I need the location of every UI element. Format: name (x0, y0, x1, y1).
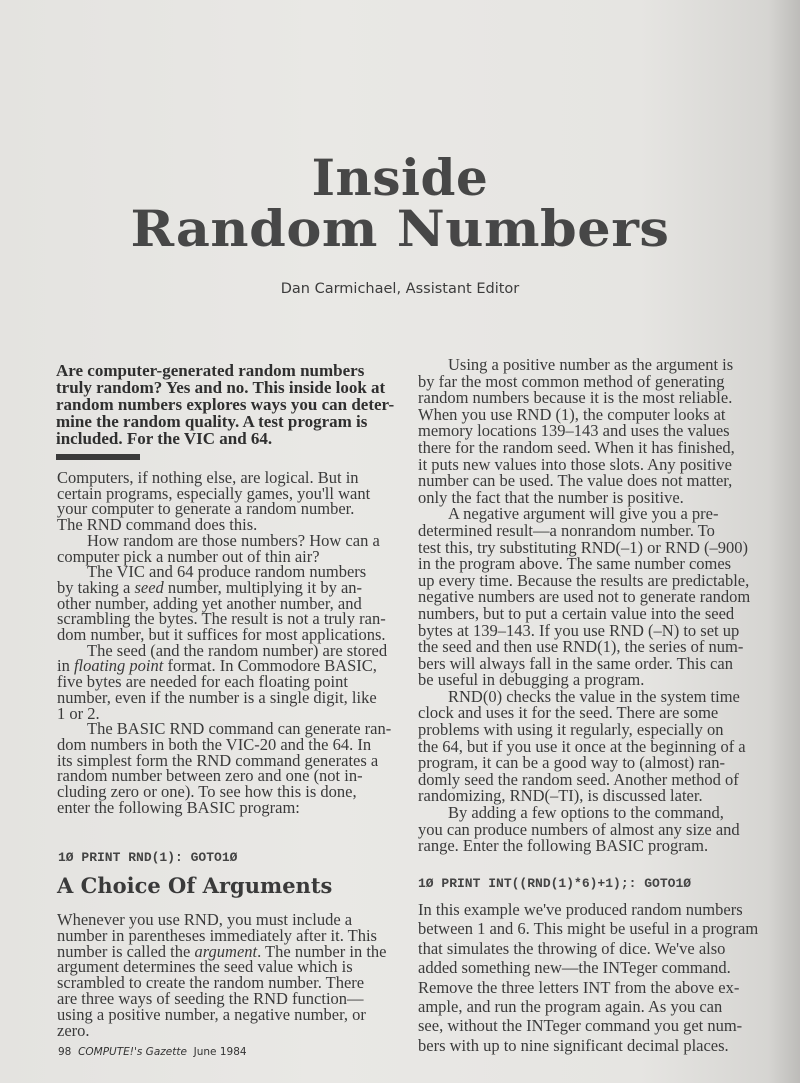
text-line: How random are those numbers? How can a (87, 530, 380, 550)
text-line: determined result—a nonrandom number. To (418, 520, 715, 540)
text-line: numbers, but to put a certain value into the seed (418, 603, 735, 623)
text-line: argument determines the seed value which is (57, 957, 353, 977)
text-line: added something new—the INTeger command. (418, 958, 731, 978)
title-line-1: Inside (311, 148, 489, 207)
text-line: problems with using it regularly, especially on (418, 720, 724, 740)
text-line: A negative argument will give you a pre- (448, 504, 719, 524)
intro-line: random numbers explores ways you can deter- (56, 395, 395, 414)
text-segment: . The number in the (257, 941, 387, 961)
text-line: random numbers because it is the most reliable. (418, 388, 733, 408)
text-line: are three ways of seeding the RND function— (57, 988, 364, 1008)
text-segment: number, multiplying it by an- (163, 577, 363, 597)
article-title (0, 148, 800, 258)
text-line: bytes at 139–143. If you use RND (–N) to set up (418, 620, 740, 640)
text-line: your computer to generate a random number. (57, 499, 355, 519)
right-column-body-continued (418, 900, 758, 1055)
text-line: cluding zero or one). To see how this is done, (57, 782, 357, 802)
text-line: Whenever you use RND, you must include a (57, 910, 353, 929)
intro-line: included. For the VIC and 64. (56, 429, 273, 448)
text-line: 1 or 2. (57, 703, 100, 723)
text-line: up every time. Because the results are predictable, (418, 570, 750, 590)
magazine-name: COMPUTE!'s Gazette (78, 1046, 187, 1058)
intro-line: Are computer-generated random numbers (56, 361, 365, 380)
text-line: be useful in debugging a program. (418, 670, 645, 690)
text-line: other number, adding yet another number, and (57, 593, 362, 613)
text-line: Computers, if nothing else, are logical. But in (57, 468, 359, 487)
text-line: certain programs, especially games, you'll want (57, 483, 371, 503)
code-listing: 1Ø PRINT INT((RND(1)*6)+1);: GOTO1Ø (418, 876, 692, 891)
left-column-body (57, 470, 391, 815)
text-line: number, even if the number is a single digit, like (57, 687, 377, 707)
text-line: scrambled to create the random number. There (57, 973, 365, 993)
text-line: the seed and then use RND(1), the series of num- (418, 637, 744, 657)
text-line: program, it can be a good way to (almost) ran- (418, 753, 725, 773)
text-line: range. Enter the following BASIC program. (418, 836, 709, 856)
text-line: ample, and run the program again. As you can (418, 997, 723, 1017)
text-segment: in (57, 656, 74, 676)
text-line: random number between zero and one (not in- (57, 766, 363, 786)
byline: Dan Carmichael, Assistant Editor (280, 281, 520, 297)
title-line-2: Random Numbers (130, 199, 670, 258)
text-line: using a positive number, a negative number, or (57, 1004, 366, 1024)
text-segment: by taking a (57, 577, 135, 597)
text-line: its simplest form the RND command generates a (57, 750, 379, 770)
text-line: test this, try substituting RND(–1) or RND (–900) (418, 537, 748, 557)
divider-bar (56, 454, 140, 460)
text-line: between 1 and 6. This might be useful in a program (418, 919, 759, 939)
section-heading: A Choice Of Arguments (57, 873, 333, 898)
text-segment: format. In Commodore BASIC, (163, 656, 377, 676)
text-line: scrambling the bytes. The result is not a truly ran- (57, 609, 386, 629)
text-line: computer pick a number out of thin air? (57, 546, 320, 566)
text-line: that simulates the throwing of dice. We've also (418, 938, 726, 958)
text-line: In this example we've produced random numbers (418, 900, 743, 919)
intro-deck (56, 362, 394, 447)
text-line: five bytes are needed for each floating point (57, 672, 348, 692)
italic-term: seed (134, 577, 164, 597)
text-line: the 64, but if you use it once at the beginning of a (418, 736, 746, 756)
text-line: it puts new values into those slots. Any positive (418, 454, 732, 474)
text-line: negative numbers are used not to generate random (418, 587, 751, 607)
text-line: in the program above. The same number comes (418, 554, 732, 574)
text-line: The seed (and the random number) are stored (87, 640, 388, 660)
text-line: RND(0) checks the value in the system time (448, 686, 740, 706)
italic-term: floating point (73, 656, 164, 676)
issue-date: June 1984 (193, 1046, 247, 1058)
page-number: 98 (58, 1046, 72, 1058)
text-line: Remove the three letters INT from the above ex- (418, 977, 740, 997)
right-column-body (418, 357, 750, 855)
text-line: dom numbers in both the VIC-20 and the 64. In (57, 734, 372, 754)
text-line: The BASIC RND command can generate ran- (87, 719, 392, 739)
text-line: domly seed the random seed. Another method of (418, 769, 739, 789)
text-line: dom number, but it suffices for most applications. (57, 625, 386, 645)
text-line: The RND command does this. (57, 515, 258, 535)
text-line: there for the random seed. When it has finished, (418, 437, 735, 457)
intro-line: mine the random quality. A test program is (56, 412, 368, 431)
text-line: only the fact that the number is positive. (418, 487, 684, 507)
text-line: you can produce numbers of almost any size and (418, 819, 740, 839)
left-column-section-body (57, 912, 386, 1038)
page-footer (58, 1046, 247, 1058)
text-line: clock and uses it for the seed. There are some (418, 703, 719, 723)
text-line: bers will always fall in the same order. This can (418, 653, 733, 673)
text-line: zero. (57, 1020, 90, 1040)
text-line: The VIC and 64 produce random numbers (87, 562, 367, 582)
text-line: enter the following BASIC program: (57, 797, 300, 817)
text-line: number in parentheses immediately after it. This (57, 925, 377, 945)
italic-term: argument (194, 941, 258, 961)
intro-line: truly random? Yes and no. This inside look at (56, 378, 386, 397)
text-line: Using a positive number as the argument is (448, 355, 734, 374)
text-line: By adding a few options to the command, (448, 803, 724, 823)
text-line: When you use RND (1), the computer looks at (418, 404, 726, 424)
text-line: number can be used. The value does not matter, (418, 471, 733, 491)
code-listing: 1Ø PRINT RND(1): GOTO1Ø (58, 850, 238, 865)
text-line: randomizing, RND(–TI), is discussed later. (418, 786, 703, 806)
text-line: memory locations 139–143 and uses the values (418, 421, 730, 441)
text-line: by far the most common method of generating (418, 371, 725, 391)
text-segment: number is called the (57, 941, 195, 961)
text-line: bers with up to nine significant decimal places. (418, 1035, 729, 1055)
text-line: see, without the INTeger command you get num- (418, 1016, 743, 1036)
